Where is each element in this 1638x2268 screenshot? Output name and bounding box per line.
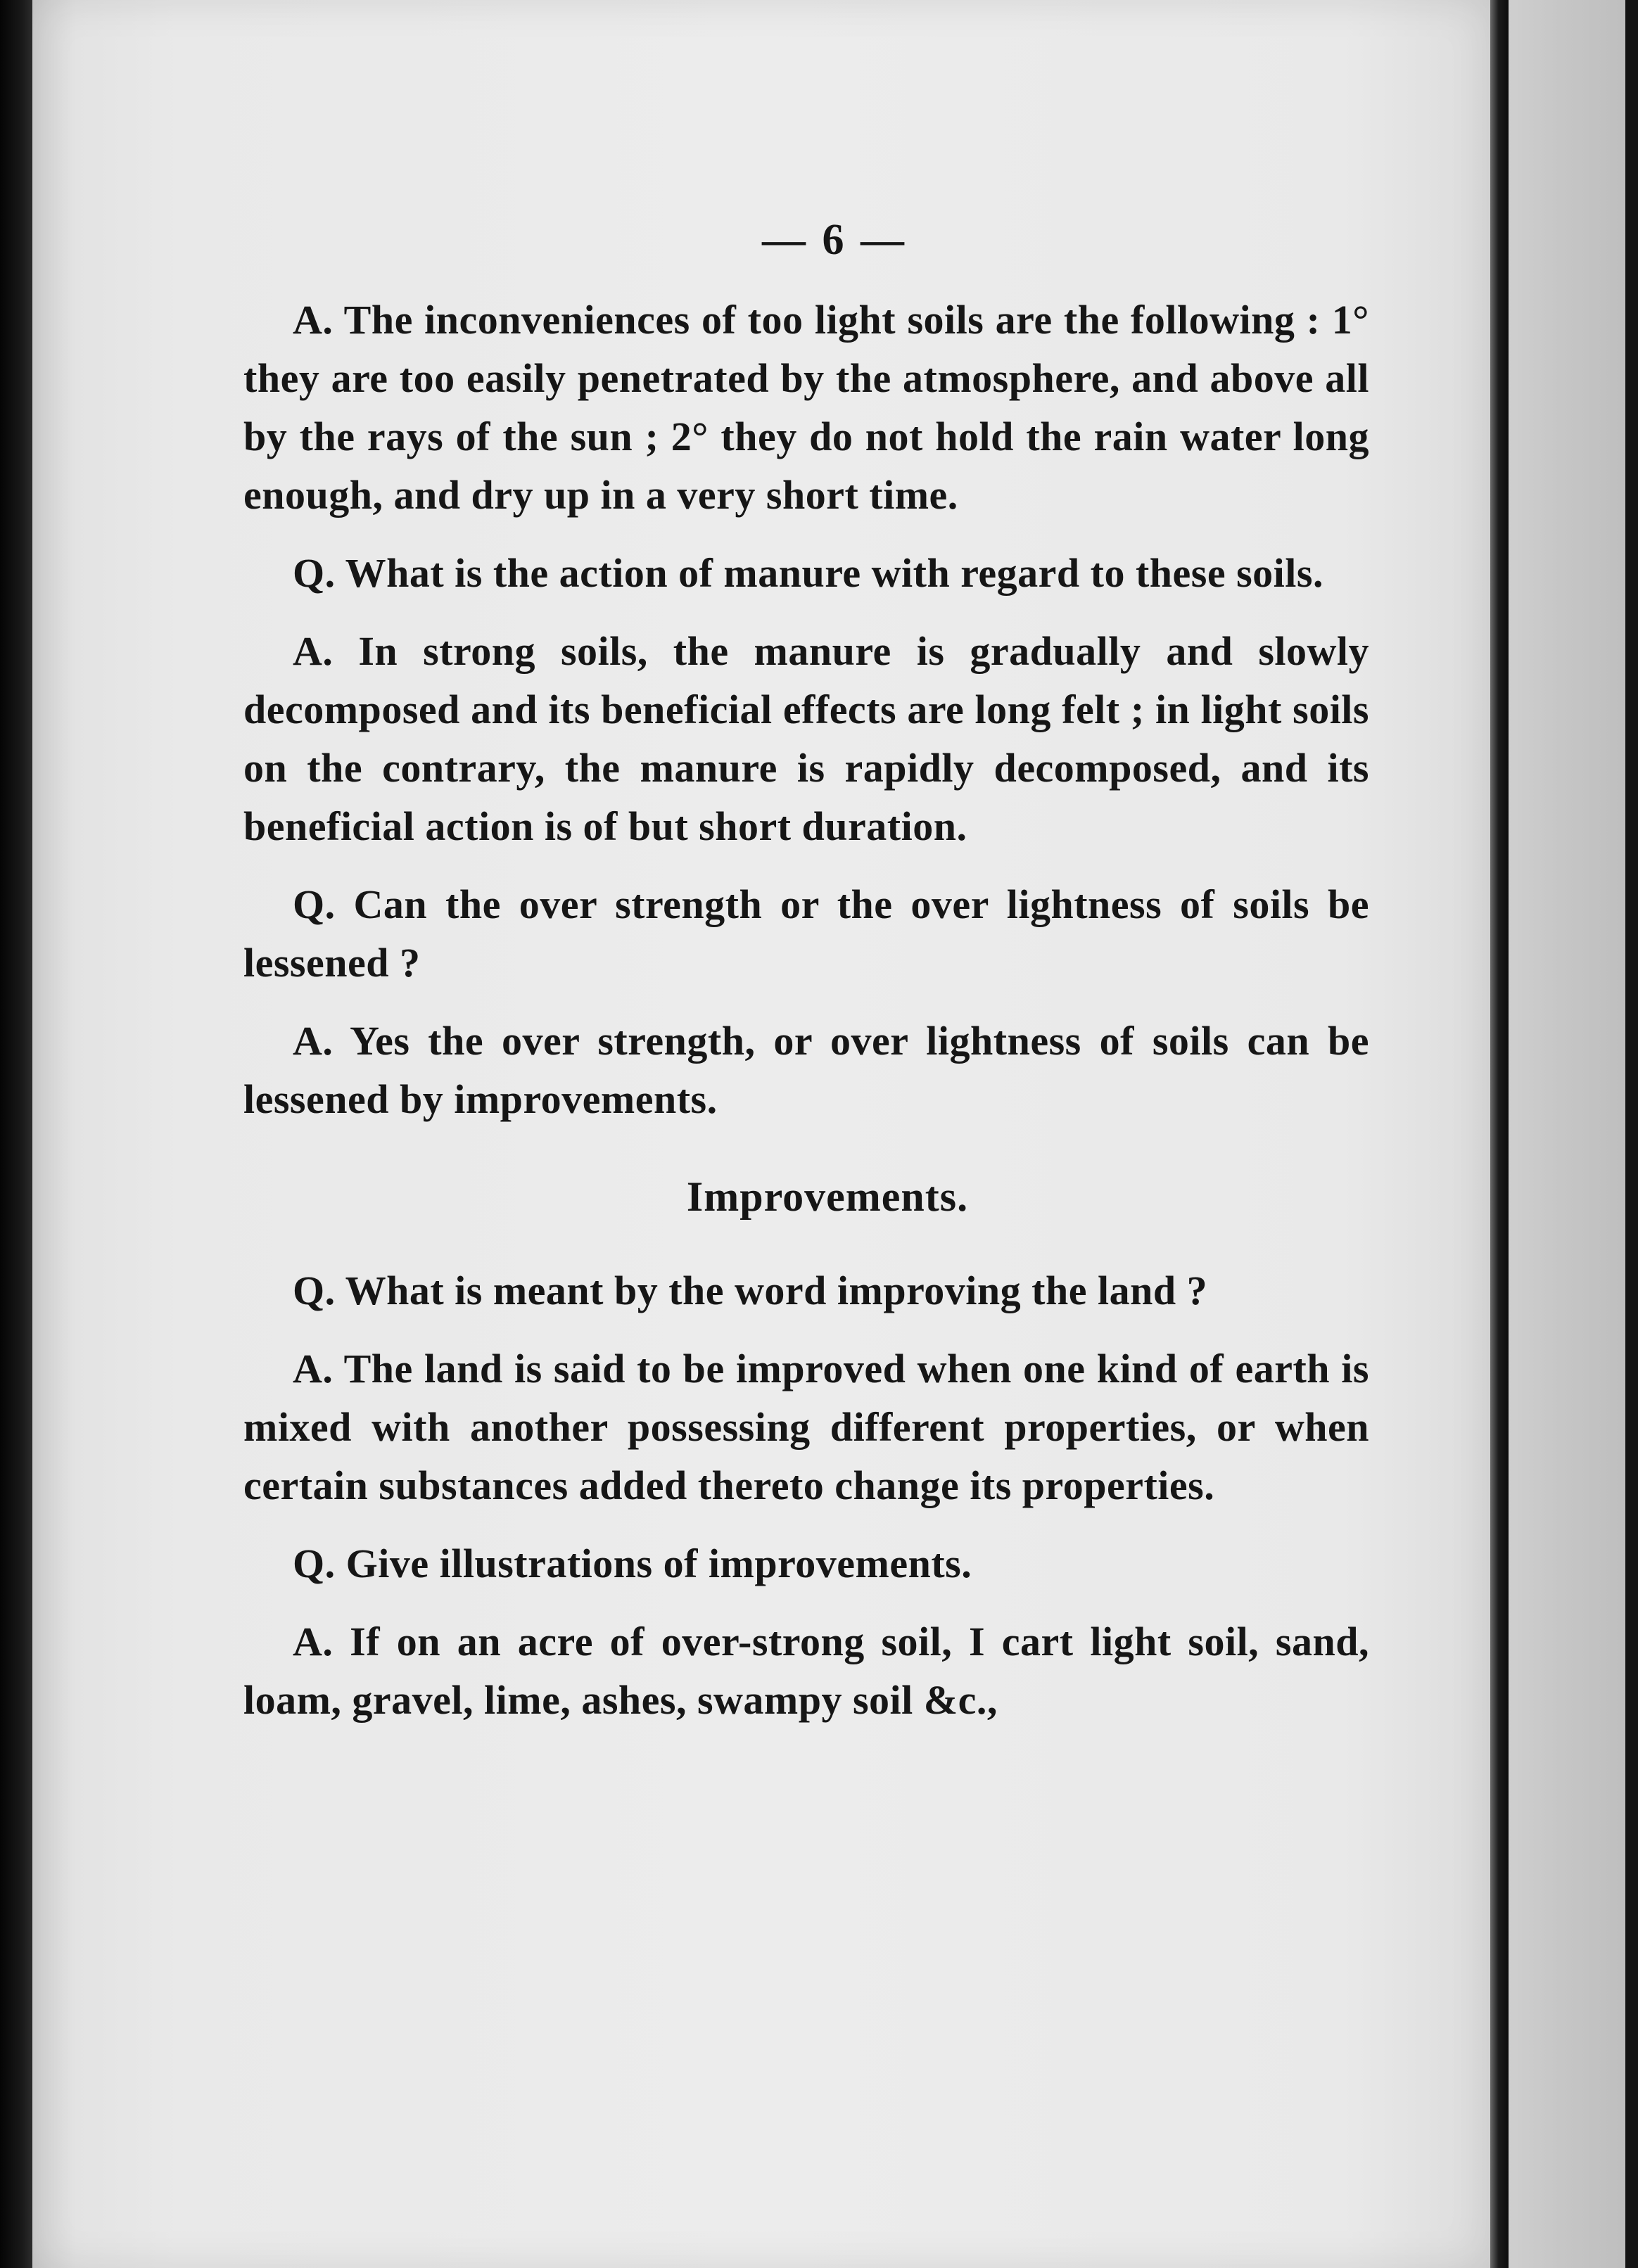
paragraph-text: Yes the over strength, or over lightness of soils can be lessened by improvements.: [243, 1018, 1369, 1122]
paragraph-text: Can the over strength or the over lightness of soils be lessened ?: [243, 881, 1370, 986]
paragraph-label: A.: [293, 297, 334, 343]
paragraph-text: If on an acre of over-strong soil, I cart light soil, sand, loam, gravel, lime, ashes, swampy soil &c.,: [243, 1619, 1369, 1723]
paragraph-label: A.: [293, 628, 334, 674]
question-paragraph: [243, 1534, 1369, 1593]
paragraph-label: Q.: [293, 1541, 336, 1586]
paragraph-text: What is meant by the word improving the land ?: [345, 1268, 1208, 1313]
paragraph-text: What is the action of manure with regard to these soils.: [345, 550, 1323, 596]
page-text-block: [243, 211, 1369, 1749]
paragraph-text: Give illustrations of improvements.: [345, 1541, 972, 1586]
question-paragraph: [243, 875, 1369, 992]
answer-paragraph: [243, 1012, 1369, 1128]
paragraph-label: A.: [293, 1619, 334, 1664]
question-paragraph: [243, 1261, 1369, 1320]
answer-paragraph: [243, 1339, 1369, 1515]
section-heading: Improvements.: [686, 1173, 969, 1220]
answer-paragraph: [243, 622, 1369, 855]
paragraph-label: Q.: [293, 550, 336, 596]
paragraph-text: The inconveniences of too light soils are the following : 1° they are too easily penetrated by the atmosphere, and above all by the rays of the sun ; 2° they do not hold the rain water long enough, and dry up in a very short time.: [243, 297, 1370, 518]
page-number: — 6 —: [762, 216, 907, 264]
question-paragraph: [243, 544, 1369, 602]
paragraph-label: A.: [293, 1018, 334, 1064]
next-page-edge: [1509, 0, 1638, 2268]
paragraph-label: Q.: [293, 881, 336, 927]
answer-paragraph: [243, 1612, 1369, 1729]
paragraph-text: In strong soils, the manure is gradually and slowly decomposed and its beneficial effects are long felt ; in light soils on the contrary, the manure is rapidly decomposed, and its beneficial action is of but short duration.: [243, 628, 1370, 849]
paragraph-text: The land is said to be improved when one kind of earth is mixed with another possessing different properties, or when certain substances added thereto change its properties.: [243, 1346, 1369, 1508]
paragraph-label: Q.: [293, 1268, 336, 1313]
scan-border-left: [0, 0, 32, 2268]
answer-paragraph: [243, 291, 1369, 524]
page-fold-shadow: [1490, 0, 1509, 2268]
paragraph-label: A.: [293, 1346, 334, 1391]
